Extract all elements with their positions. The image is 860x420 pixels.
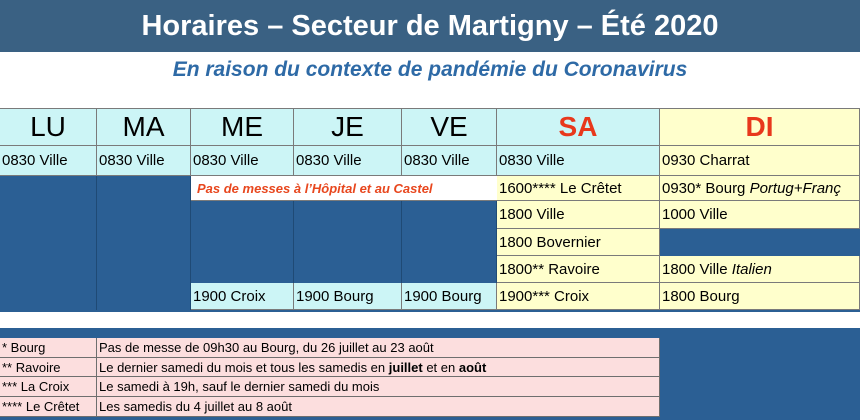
schedule-cell <box>660 176 860 201</box>
table-gap <box>0 312 860 328</box>
schedule-cell: 1900 Bourg <box>294 283 402 310</box>
blank-cell-me <box>191 201 294 283</box>
schedule-text: 0930* Bourg <box>662 179 750 197</box>
schedule-cell <box>660 256 860 283</box>
blank-cell-di <box>660 229 860 256</box>
legend-text <box>97 358 660 377</box>
page-title: Horaires – Secteur de Martigny – Été 2020 <box>0 0 860 52</box>
schedule-cell: 0830 Ville <box>191 146 294 176</box>
blank-cell-ma <box>97 176 191 310</box>
schedule-text: 1800 Ville <box>662 260 732 278</box>
schedule-cell: 0830 Ville <box>497 146 660 176</box>
schedule-cell: 1900 Bourg <box>402 283 497 310</box>
legend-key: **** Le Crêtet <box>0 397 97 417</box>
schedule-cell: 1000 Ville <box>660 201 860 229</box>
schedule-cell: 1800 Bovernier <box>497 229 660 256</box>
blank-cell-je <box>294 201 402 283</box>
legend-key: *** La Croix <box>0 377 97 397</box>
schedule-cell: 1900*** Croix <box>497 283 660 310</box>
schedule-text-italic: Portug+Franç <box>749 179 841 197</box>
schedule-text-italic: Italien <box>731 260 772 278</box>
day-header-di: DI <box>660 108 860 146</box>
schedule-cell: 0830 Ville <box>402 146 497 176</box>
day-header-sa: SA <box>497 108 660 146</box>
schedule-cell: 0830 Ville <box>294 146 402 176</box>
legend-text: Les samedis du 4 juillet au 8 août <box>97 397 660 417</box>
day-header-ma: MA <box>97 108 191 146</box>
schedule-cell: 0830 Ville <box>97 146 191 176</box>
schedule-cell: 0830 Ville <box>0 146 97 176</box>
schedule-cell: 1800 Bourg <box>660 283 860 310</box>
day-header-je: JE <box>294 108 402 146</box>
subtitle: En raison du contexte de pandémie du Coronavirus <box>172 58 688 81</box>
day-header-lu: LU <box>0 108 97 146</box>
no-mass-notice: Pas de messes à l’Hôpital et au Castel <box>191 176 497 201</box>
legend-text-part: Le dernier samedi du mois et tous les samedis en <box>99 359 389 375</box>
legend-key: * Bourg <box>0 338 97 358</box>
legend-text: Pas de messe de 09h30 au Bourg, du 26 juillet au 23 août <box>97 338 660 358</box>
legend-text-bold: juillet <box>388 359 423 375</box>
schedule-cell: 1600**** Le Crêtet <box>497 176 660 201</box>
day-header-me: ME <box>191 108 294 146</box>
legend-text: Le samedi à 19h, sauf le dernier samedi du mois <box>97 377 660 397</box>
blank-cell-ve <box>402 201 497 283</box>
blank-cell-lu <box>0 176 97 310</box>
legend-text-bold: août <box>458 359 487 375</box>
schedule-cell: 1900 Croix <box>191 283 294 310</box>
legend-text-part: et en <box>422 359 459 375</box>
legend-key: ** Ravoire <box>0 358 97 377</box>
day-header-ve: VE <box>402 108 497 146</box>
schedule-cell: 1800 Ville <box>497 201 660 229</box>
schedule-cell: 1800** Ravoire <box>497 256 660 283</box>
schedule-cell: 0930 Charrat <box>660 146 860 176</box>
